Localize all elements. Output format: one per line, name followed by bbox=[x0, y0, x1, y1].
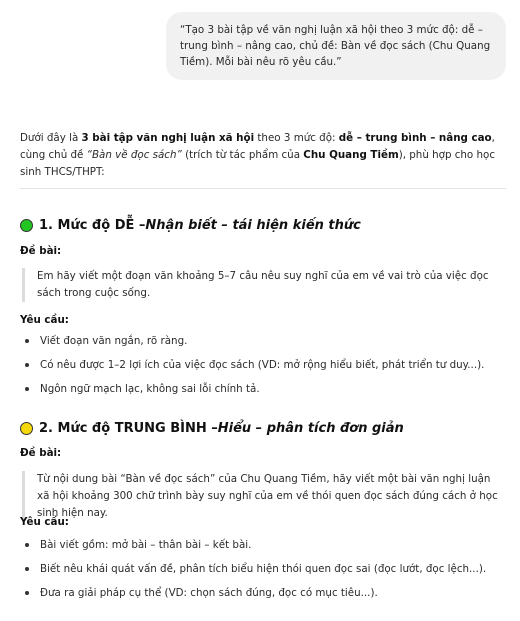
list-item: Bài viết gồm: mở bài – thân bài – kết bài. bbox=[20, 537, 486, 561]
yellow-circle-icon bbox=[20, 422, 33, 435]
exercise-prompt bbox=[22, 268, 502, 302]
section-subtitle: Nhận biết – tái hiện kiến thức bbox=[145, 218, 361, 233]
exercise-prompt-text: Em hãy viết một đoạn văn khoảng 5–7 câu nêu suy nghĩ của em về vai trò của việc đọc sách trong cuộc sống. bbox=[37, 270, 489, 299]
intro-bold-author: Chu Quang Tiềm bbox=[303, 149, 399, 161]
section-title: 1. Mức độ DỄ – bbox=[39, 218, 146, 233]
list-item: Có nêu được 1–2 lợi ích của việc đọc sách (VD: mở rộng hiểu biết, phát triển tư duy...). bbox=[20, 357, 484, 381]
list-item: Ngôn ngữ mạch lạc, không sai lỗi chính tả. bbox=[20, 381, 484, 405]
intro-bold-exercises: 3 bài tập văn nghị luận xã hội bbox=[81, 132, 255, 144]
intro-italic-topic: “Bàn về đọc sách” bbox=[86, 149, 182, 161]
list-item: Đưa ra giải pháp cụ thể (VD: chọn sách đúng, đọc có mục tiêu...). bbox=[20, 585, 486, 609]
intro-text: Dưới đây là bbox=[20, 132, 82, 144]
de-bai-label: Đề bài: bbox=[20, 447, 62, 459]
intro-text: theo 3 mức độ: bbox=[254, 132, 339, 144]
section-title: 2. Mức độ TRUNG BÌNH – bbox=[39, 421, 218, 436]
requirements-list bbox=[20, 333, 484, 405]
yeu-cau-label: Yêu cầu: bbox=[20, 516, 69, 528]
section-heading-easy bbox=[20, 218, 361, 233]
section-heading-medium bbox=[20, 421, 404, 436]
exercise-prompt bbox=[22, 471, 502, 522]
list-item: Viết đoạn văn ngắn, rõ ràng. bbox=[20, 333, 484, 357]
de-bai-label: Đề bài: bbox=[20, 245, 62, 257]
intro-text: , cùng chủ đề bbox=[20, 132, 495, 161]
yeu-cau-label: Yêu cầu: bbox=[20, 314, 69, 326]
section-subtitle: Hiểu – phân tích đơn giản bbox=[217, 421, 404, 436]
user-message-text: “Tạo 3 bài tập về văn nghị luận xã hội theo 3 mức độ: dễ – trung bình – nâng cao, chủ đề: Bàn về đọc sách (Chu Quang Tiềm). Mỗi bài nêu rõ yêu cầu.” bbox=[180, 24, 491, 68]
divider bbox=[20, 188, 506, 189]
green-circle-icon bbox=[20, 219, 33, 232]
user-message-bubble bbox=[166, 12, 506, 80]
exercise-prompt-text: Từ nội dung bài “Bàn về đọc sách” của Chu Quang Tiềm, hãy viết một bài văn nghị luận xã hội khoảng 300 chữ trình bày suy nghĩ của em về thói quen đọc sách đúng cách ở học sinh hiện nay. bbox=[37, 473, 498, 519]
intro-text: ), phù hợp cho học sinh THCS/THPT: bbox=[20, 149, 495, 178]
assistant-intro bbox=[20, 130, 510, 181]
intro-bold-levels: dễ – trung bình – nâng cao bbox=[338, 132, 492, 144]
list-item: Biết nêu khái quát vấn đề, phân tích biểu hiện thói quen đọc sai (đọc lướt, đọc lệch...). bbox=[20, 561, 486, 585]
requirements-list bbox=[20, 537, 486, 609]
intro-text: (trích từ tác phẩm của bbox=[181, 149, 304, 161]
